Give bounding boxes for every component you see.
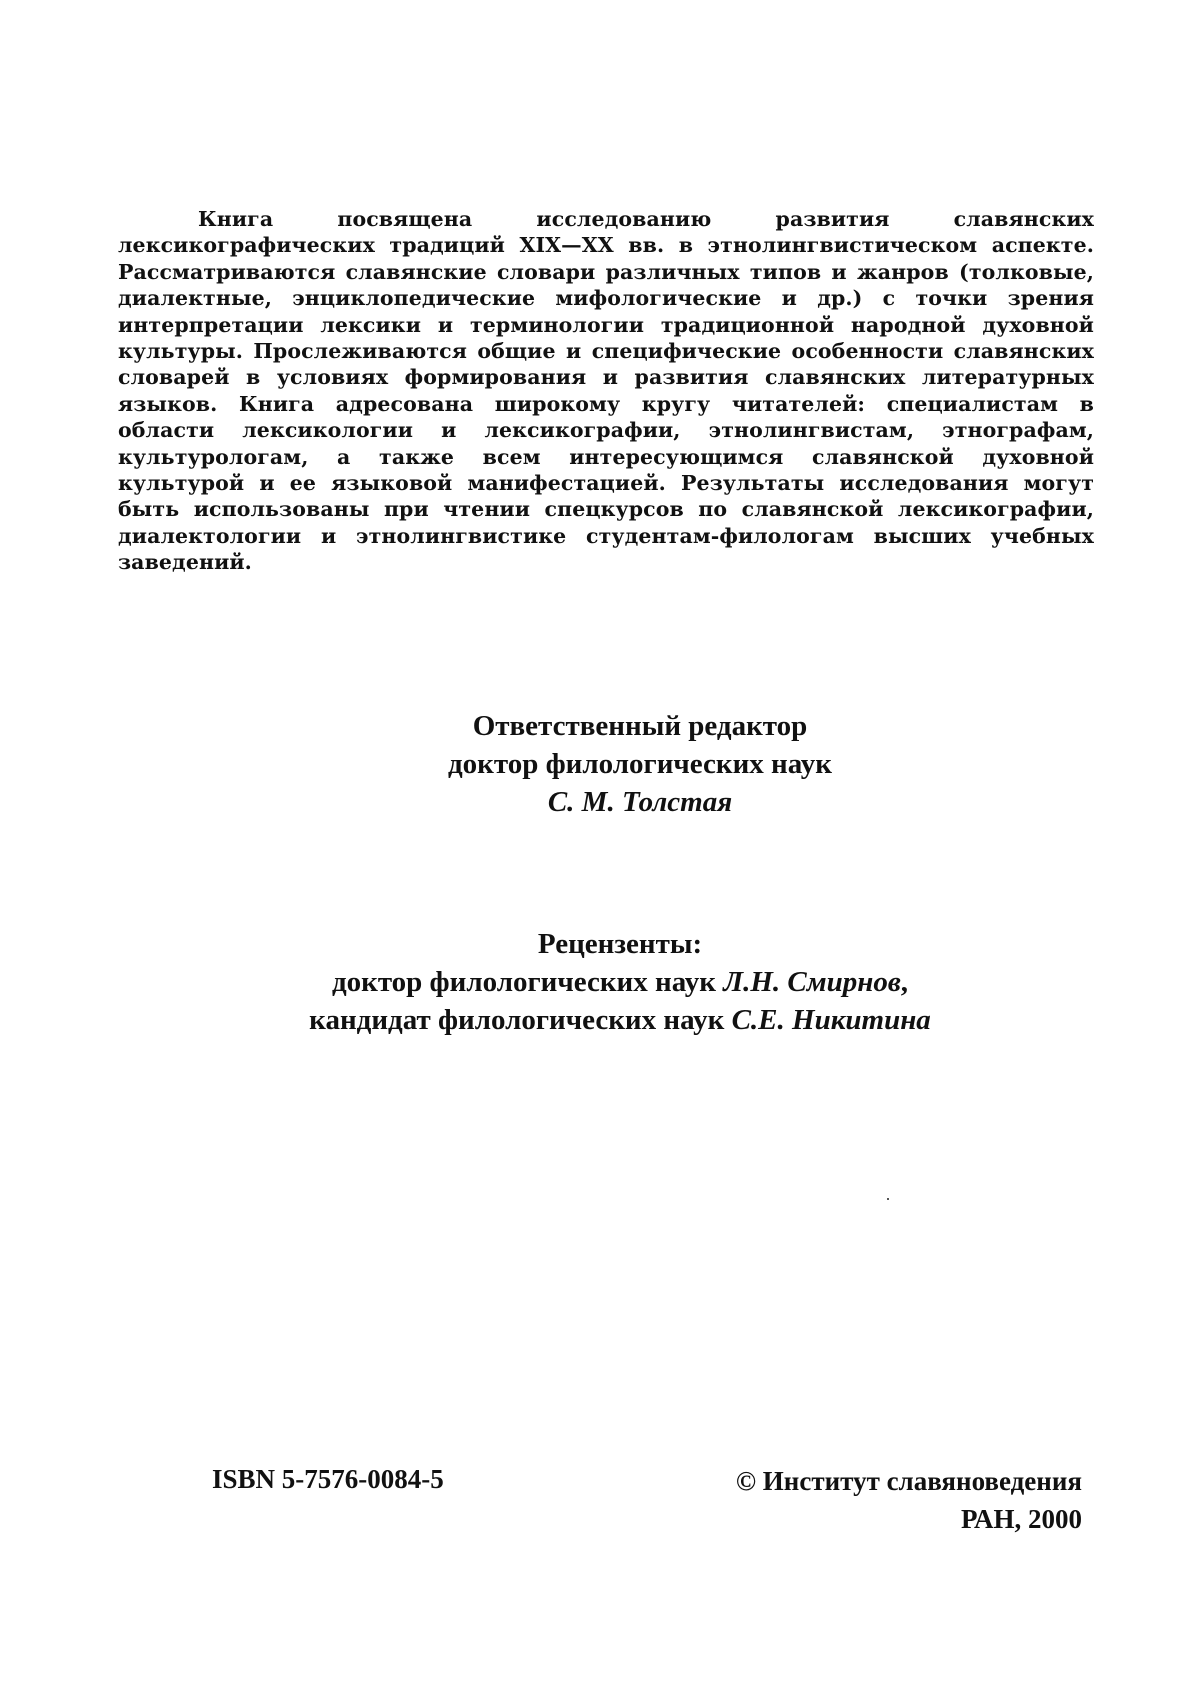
scan-speck — [887, 1198, 889, 1200]
reviewers-block — [20, 925, 1200, 1039]
reviewer-degree: кандидат филологических наук — [309, 1004, 725, 1036]
reviewer-line — [20, 963, 1200, 1001]
copyright-publisher: © Институт славяноведения — [735, 1466, 1082, 1496]
reviewer-line — [20, 1001, 1200, 1039]
copyright-year: РАН, 2000 — [960, 1504, 1082, 1534]
reviewer-name: С.Е. Никитина — [731, 1004, 931, 1036]
abstract-paragraph: Книга посвящена исследованию развития славянских лексикографических традиций XIX—XX вв. в этнолингвистическом аспекте. Рассматриваются славянские словари различных типов и жанров (толковые, диалектные, энциклопедические мифологические и др.) с точки зрения интерпретации лексики и терминологии традиционной народной духовной культуры. Прослеживаются общие и специфические особенности славянских словарей в условиях формирования и развития славянских литературных языков. Книга адресована широкому кругу читателей: специалистам в области лексикологии и лексикографии, этнолингвистам, этнографам, культурологам, а также всем интересующимся славянской духовной культурой и ее языковой манифестацией. Результаты исследования могут быть использованы при чтении спецкурсов по славянской лексикографии, диалектологии и этнолингвистике студентам-филологам высших учебных заведений. — [118, 207, 1094, 575]
isbn: ISBN 5-7576-0084-5 — [212, 1464, 444, 1494]
reviewer-degree: доктор филологических наук — [331, 966, 716, 998]
editor-name: С. М. Толстая — [547, 786, 733, 818]
responsible-editor-block — [40, 707, 1200, 821]
copyright-block — [736, 1462, 1082, 1538]
reviewer-suffix: , — [900, 966, 909, 998]
editor-role: Ответственный редактор — [472, 710, 808, 742]
editor-degree: доктор филологических наук — [448, 748, 832, 780]
reviewer-name: Л.Н. Смирнов — [723, 966, 901, 998]
reviewers-heading: Рецензенты: — [537, 928, 703, 960]
